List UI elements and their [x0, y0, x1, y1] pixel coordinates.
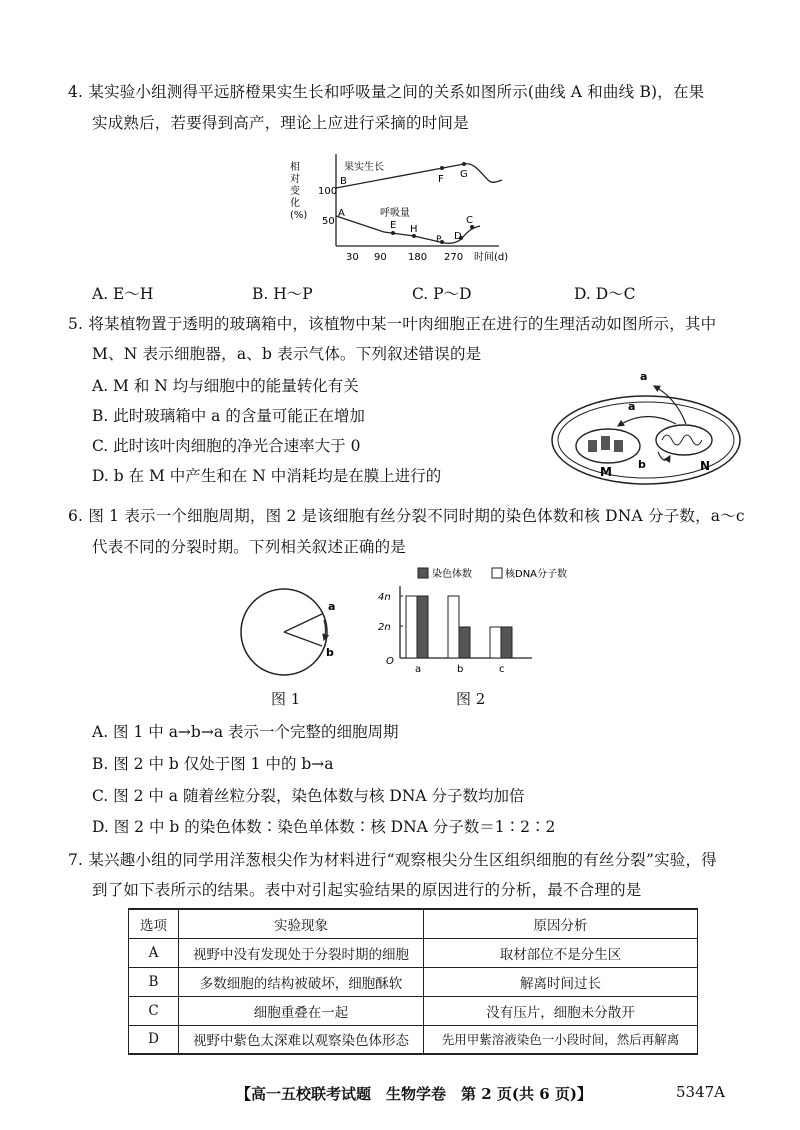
q6-fig1-label-a: a — [328, 600, 336, 613]
q4-option-a[interactable]: A. E～H — [92, 285, 154, 303]
q4-point-c-label: C — [466, 215, 473, 226]
q6-option-a[interactable]: A. 图 1 中 a→b→a 表示一个完整的细胞周期 — [92, 723, 399, 741]
q6-legend-dna-swatch — [492, 568, 502, 578]
q6-cell-cycle-figure — [234, 586, 344, 686]
q6-ytick-origin: O — [386, 656, 394, 667]
q6-stem-line2: 代表不同的分裂时期。下列相关叙述正确的是 — [92, 538, 407, 556]
q5-arrow-a-in — [618, 416, 676, 426]
q5-label-n: N — [700, 459, 711, 473]
q4-xtick-90: 90 — [374, 252, 387, 263]
table-row — [129, 938, 698, 967]
paper-code: 5347A — [676, 1083, 726, 1101]
q4-xtick-180: 180 — [408, 252, 428, 263]
q6-radius-b — [284, 632, 322, 646]
q4-option-d[interactable]: D. D～C — [574, 285, 636, 303]
q6-cycle-arrow — [324, 620, 326, 640]
q4-chart-ylabel: 相对变化(%) — [290, 162, 308, 221]
table-cell: 多数细胞的结构被破坏，细胞酥软 — [179, 967, 424, 996]
table-header-row — [129, 909, 698, 938]
bar-b-chromosome — [459, 627, 470, 658]
q4-xtick-270: 270 — [444, 252, 464, 263]
q6-option-d[interactable]: D. 图 2 中 b 的染色体数∶染色单体数∶核 DNA 分子数＝1∶2∶2 — [92, 818, 556, 836]
table-cell: 没有压片，细胞未分散开 — [424, 996, 698, 1025]
table-cell: 解离时间过长 — [424, 967, 698, 996]
q4-point-b-label: B — [340, 176, 347, 187]
q6-legend-chrom-swatch — [418, 568, 428, 578]
q5-stem-line2: M、N 表示细胞器，a、b 表示气体。下列叙述错误的是 — [92, 345, 482, 363]
q7-results-table — [128, 908, 698, 1055]
table-row — [129, 1025, 698, 1054]
table-cell: 细胞重叠在一起 — [179, 996, 424, 1025]
q6-fig1-caption: 图 1 — [271, 690, 301, 708]
table-cell: D — [129, 1025, 179, 1054]
table-cell: 视野中没有发现处于分裂时期的细胞 — [179, 938, 424, 967]
table-row — [129, 967, 698, 996]
q6-xtick-c: c — [499, 664, 505, 675]
q4-xlabel: 时间(d) — [474, 252, 509, 263]
table-cell: 取材部位不是分生区 — [424, 938, 698, 967]
q4-point-p-label: P — [436, 235, 442, 245]
q7-stem-line1: 7. 某兴趣小组的同学用洋葱根尖作为材料进行“观察根尖分生区组织细胞的有丝分裂”实验，得 — [68, 851, 717, 869]
q6-option-b[interactable]: B. 图 2 中 b 仅处于图 1 中的 b→a — [92, 755, 334, 773]
q4-curve-b-label: 果实生长 — [344, 162, 384, 173]
q5-option-d[interactable]: D. b 在 M 中产生和在 N 中消耗均是在膜上进行的 — [92, 467, 442, 485]
q4-line-chart — [284, 150, 524, 272]
bar-c-chromosome — [501, 627, 512, 658]
q4-point-g — [462, 162, 466, 166]
table-cell: 视野中紫色太深难以观察染色体形态 — [179, 1025, 424, 1054]
table-header-reason: 原因分析 — [424, 909, 698, 938]
q4-ytick-50: 50 — [322, 216, 335, 227]
q4-point-g-label: G — [460, 169, 468, 180]
q5-label-m: M — [600, 465, 612, 479]
q5-label-a-out: a — [640, 370, 648, 383]
q4-stem-line2: 实成熟后，若要得到高产，理论上应进行采摘的时间是 — [92, 114, 469, 132]
table-header-option: 选项 — [129, 909, 179, 938]
q5-mitochondrion — [656, 425, 712, 455]
q4-point-a-label: A — [338, 208, 345, 219]
q7-stem-line2: 到了如下表所示的结果。表中对引起实验结果的原因进行的分析，最不合理的是 — [92, 881, 642, 899]
q6-stem-line1: 6. 图 1 表示一个细胞周期，图 2 是该细胞有丝分裂不同时期的染色体数和核 DNA 分子数，a～c — [68, 507, 745, 525]
q6-option-c[interactable]: C. 图 2 中 a 随着丝粒分裂，染色体数与核 DNA 分子数均加倍 — [92, 787, 525, 805]
q6-bar-chart — [372, 564, 582, 684]
table-header-phenomenon: 实验现象 — [179, 909, 424, 938]
bar-a-dna — [406, 596, 417, 658]
q4-stem-line1: 4. 某实验小组测得平远脐橙果实生长和呼吸量之间的关系如图所示(曲线 A 和曲线 B)，在果 — [68, 83, 705, 101]
q5-cell-diagram — [546, 368, 746, 488]
q5-label-b: b — [638, 458, 646, 471]
q6-legend-dna: 核DNA分子数 — [505, 569, 568, 580]
q4-ytick-100: 100 — [318, 186, 338, 197]
q5-option-a[interactable]: A. M 和 N 均与细胞中的能量转化有关 — [92, 377, 359, 395]
q6-ytick-4n: 4n — [378, 592, 391, 603]
bar-a-chromosome — [417, 596, 428, 658]
q4-option-c[interactable]: C. P～D — [412, 285, 472, 303]
q6-ytick-2n: 2n — [378, 622, 391, 633]
q5-option-b[interactable]: B. 此时玻璃箱中 a 的含量可能正在增加 — [92, 407, 365, 425]
q4-point-f-label: F — [438, 174, 444, 185]
q6-xtick-b: b — [457, 664, 464, 675]
q4-point-e — [391, 231, 395, 235]
q5-label-a-in: a — [628, 400, 636, 413]
q6-radius-a — [284, 614, 322, 632]
q4-point-e-label: E — [390, 220, 397, 231]
q4-point-f — [440, 166, 444, 170]
q4-point-h-label: H — [410, 224, 418, 235]
q5-option-c[interactable]: C. 此时该叶肉细胞的净光合速率大于 0 — [92, 437, 361, 455]
q6-fig2-caption: 图 2 — [456, 690, 486, 708]
table-cell: C — [129, 996, 179, 1025]
q4-xtick-30: 30 — [346, 252, 359, 263]
q6-legend-chrom: 染色体数 — [432, 569, 472, 580]
q6-fig1-label-b: b — [326, 646, 334, 659]
bar-c-dna — [490, 627, 501, 658]
q4-point-d-label: D — [454, 231, 462, 242]
q5-granum-1 — [588, 440, 597, 452]
table-row — [129, 996, 698, 1025]
table-cell: 先用甲紫溶液染色一小段时间，然后再解离 — [424, 1025, 698, 1054]
q5-arrow-b — [658, 452, 670, 460]
q5-granum-3 — [614, 440, 623, 452]
bar-b-dna — [448, 596, 459, 658]
q4-option-b[interactable]: B. H～P — [252, 285, 313, 303]
page-footer: 【高一五校联考试题 生物学卷 第 2 页(共 6 页)】 — [236, 1085, 592, 1103]
table-cell: A — [129, 938, 179, 967]
q5-granum-2 — [601, 436, 610, 450]
q5-stem-line1: 5. 将某植物置于透明的玻璃箱中，该植物中某一叶肉细胞正在进行的生理活动如图所示，其中 — [68, 315, 717, 333]
q6-xtick-a: a — [415, 664, 422, 675]
table-cell: B — [129, 967, 179, 996]
q4-curve-a-label: 呼吸量 — [380, 208, 410, 219]
